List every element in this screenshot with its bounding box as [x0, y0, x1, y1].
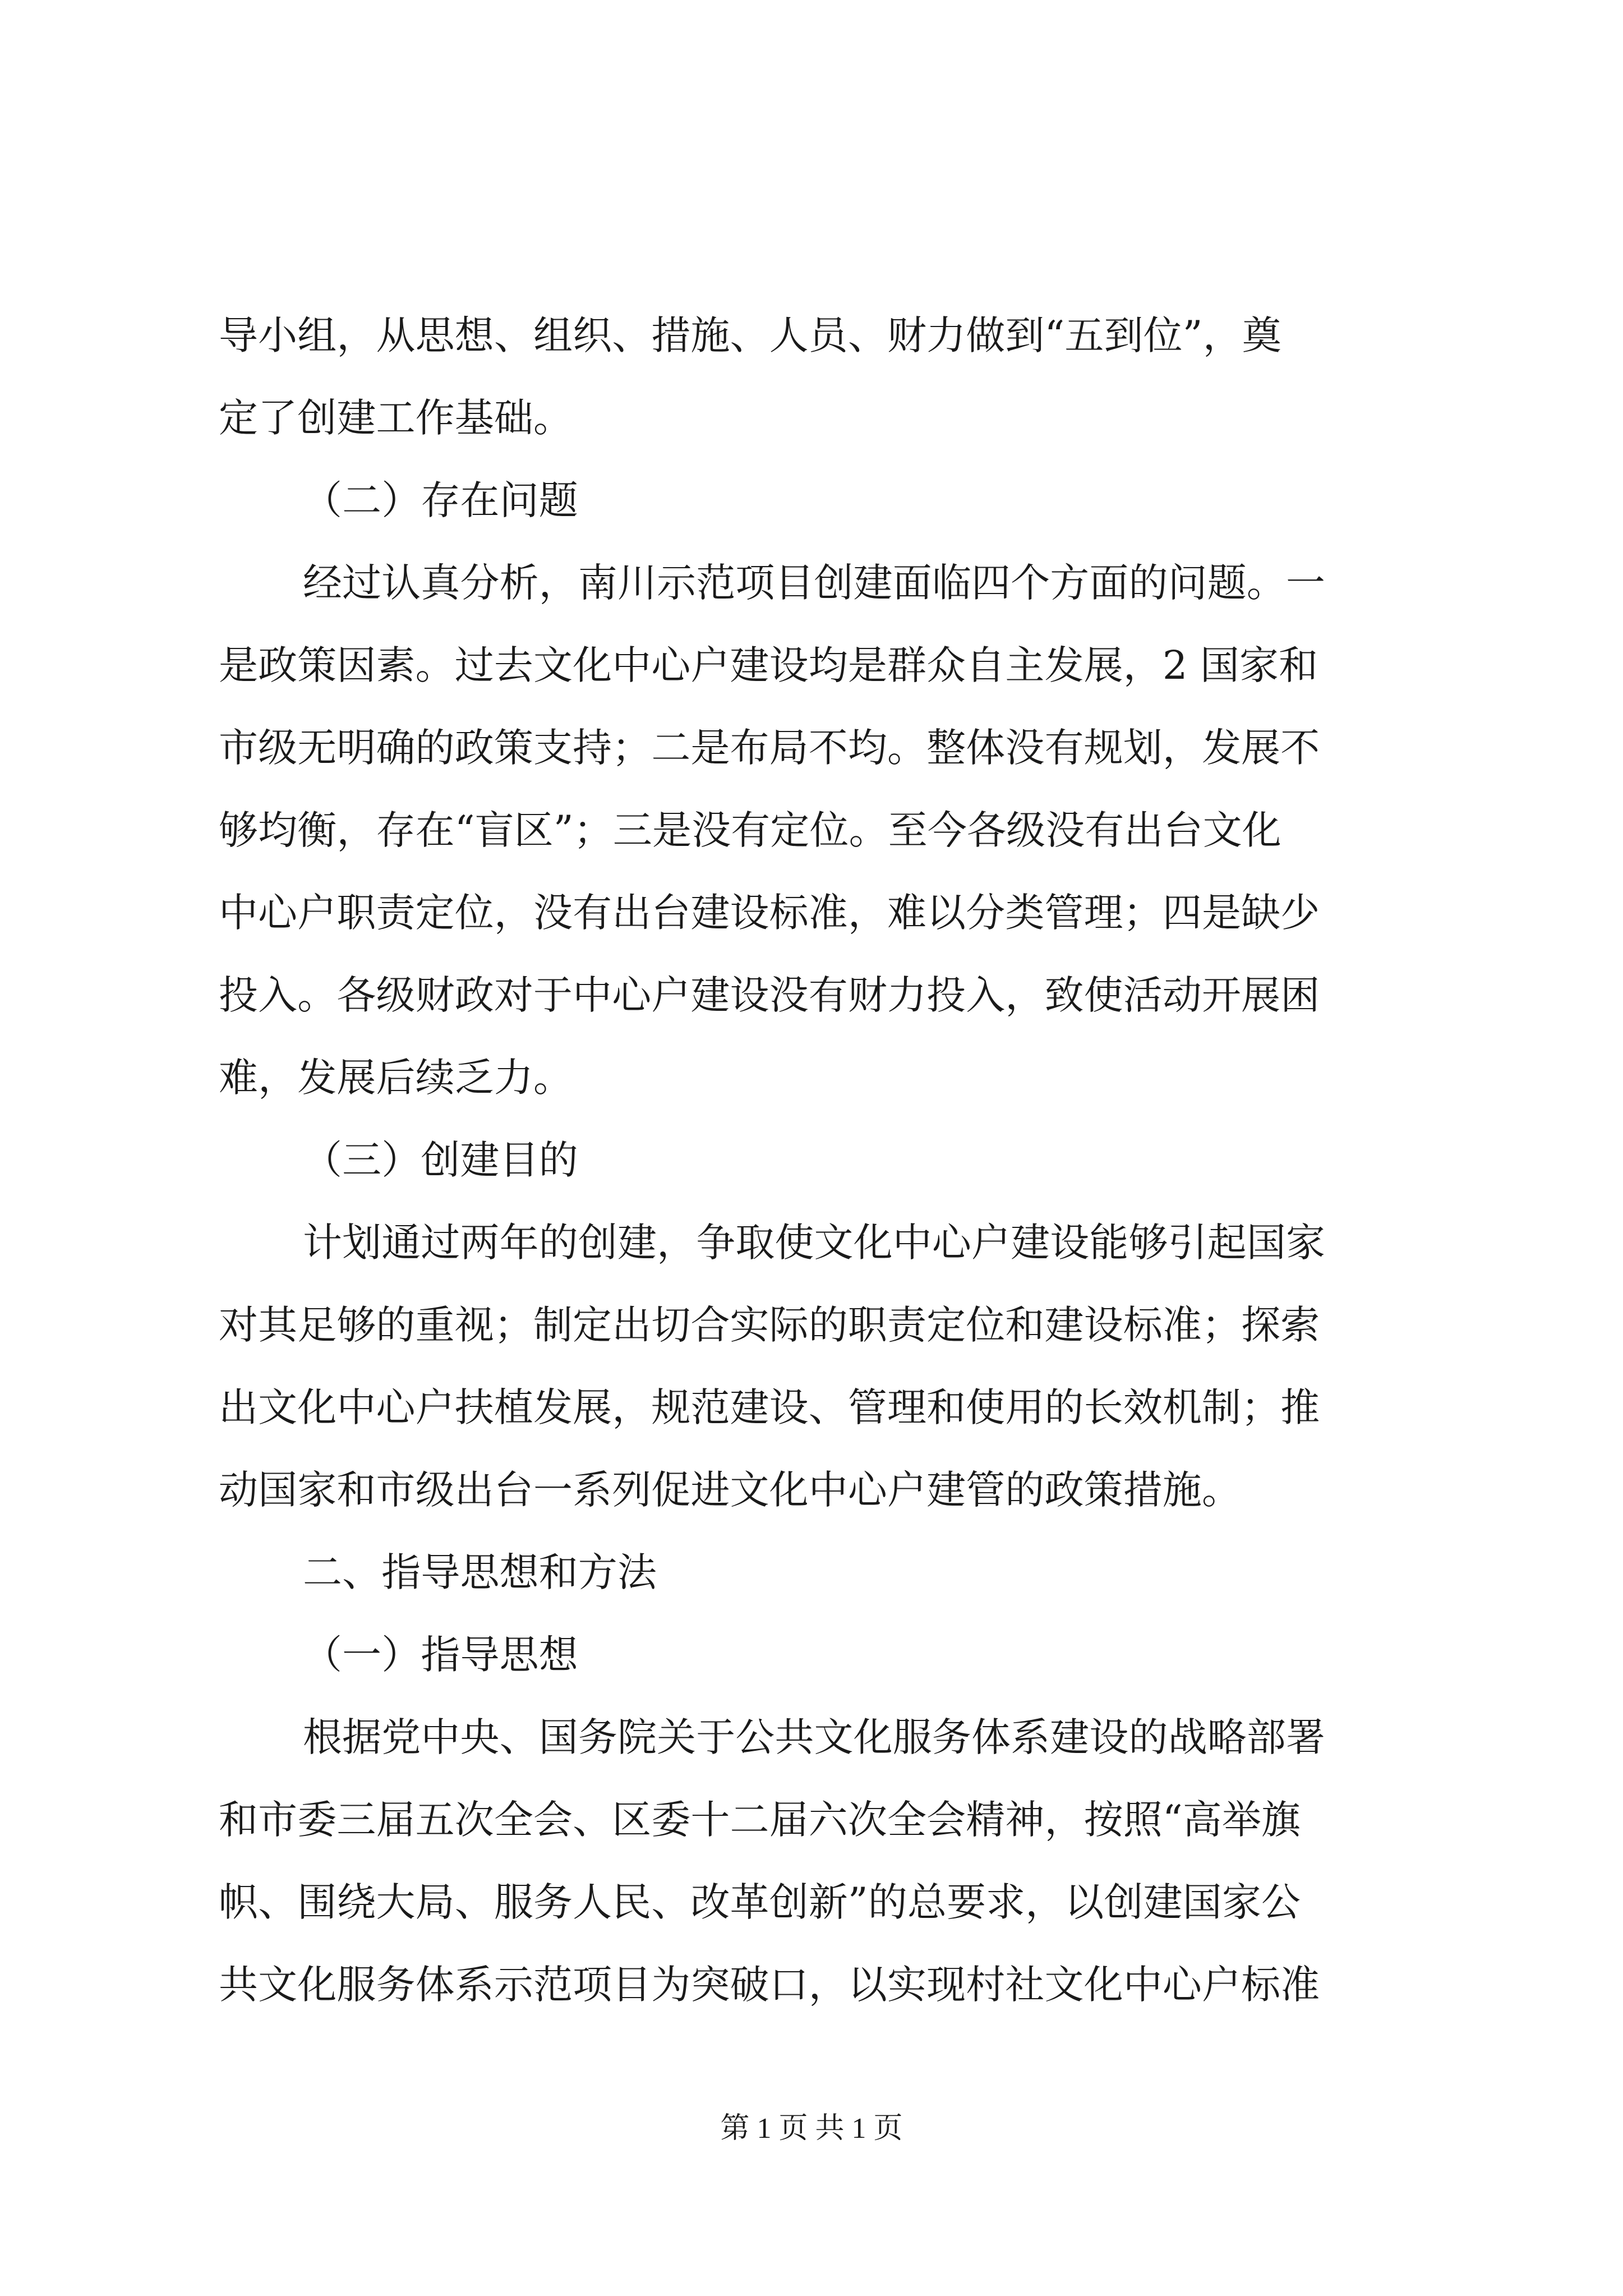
section-heading: 二、指导思想和方法 [303, 1549, 657, 1595]
section-heading: （三）创建目的 [303, 1137, 578, 1183]
paragraph-line: 和市委三届五次全会、区委十二届六次全会精神，按照“高举旗 [219, 1797, 1301, 1843]
paragraph-line: 投入。各级财政对于中心户建设没有财力投入，致使活动开展困 [219, 972, 1320, 1018]
paragraph-line: 市级无明确的政策支持；二是布局不均。整体没有规划，发展不 [219, 725, 1320, 771]
page-footer [0, 2109, 1623, 2148]
document-body [219, 295, 1424, 2026]
paragraph-line: 动国家和市级出台一系列促进文化中心户建管的政策措施。 [219, 1467, 1242, 1513]
paragraph-line: 出文化中心户扶植发展，规范建设、管理和使用的长效机制；推 [219, 1384, 1320, 1430]
paragraph-line: 定了创建工作基础。 [219, 395, 573, 441]
paragraph-line: 是政策因素。过去文化中心户建设均是群众自主发展，2 国家和 [219, 642, 1318, 688]
page-number: 第 1 页 共 1 页 [720, 2113, 903, 2145]
paragraph-line: 计划通过两年的创建，争取使文化中心户建设能够引起国家 [303, 1220, 1326, 1266]
section-heading: （一）指导思想 [303, 1632, 578, 1678]
paragraph-line: 帜、围绕大局、服务人民、改革创新”的总要求，以创建国家公 [219, 1879, 1301, 1925]
paragraph-line: 对其足够的重视；制定出切合实际的职责定位和建设标准；探索 [219, 1302, 1320, 1348]
paragraph-line: 经过认真分析，南川示范项目创建面临四个方面的问题。一 [303, 560, 1326, 606]
paragraph-line: 够均衡，存在“盲区”；三是没有定位。至今各级没有出台文化 [219, 807, 1281, 853]
paragraph-line: 导小组，从思想、组织、措施、人员、财力做到“五到位”，奠 [219, 312, 1281, 358]
section-heading: （二）存在问题 [303, 477, 578, 523]
paragraph-line: 难，发展后续乏力。 [219, 1055, 573, 1101]
paragraph-line: 根据党中央、国务院关于公共文化服务体系建设的战略部署 [303, 1714, 1326, 1760]
paragraph-line: 中心户职责定位，没有出台建设标准，难以分类管理；四是缺少 [219, 890, 1320, 936]
paragraph-line: 共文化服务体系示范项目为突破口，以实现村社文化中心户标准 [219, 1962, 1320, 2008]
